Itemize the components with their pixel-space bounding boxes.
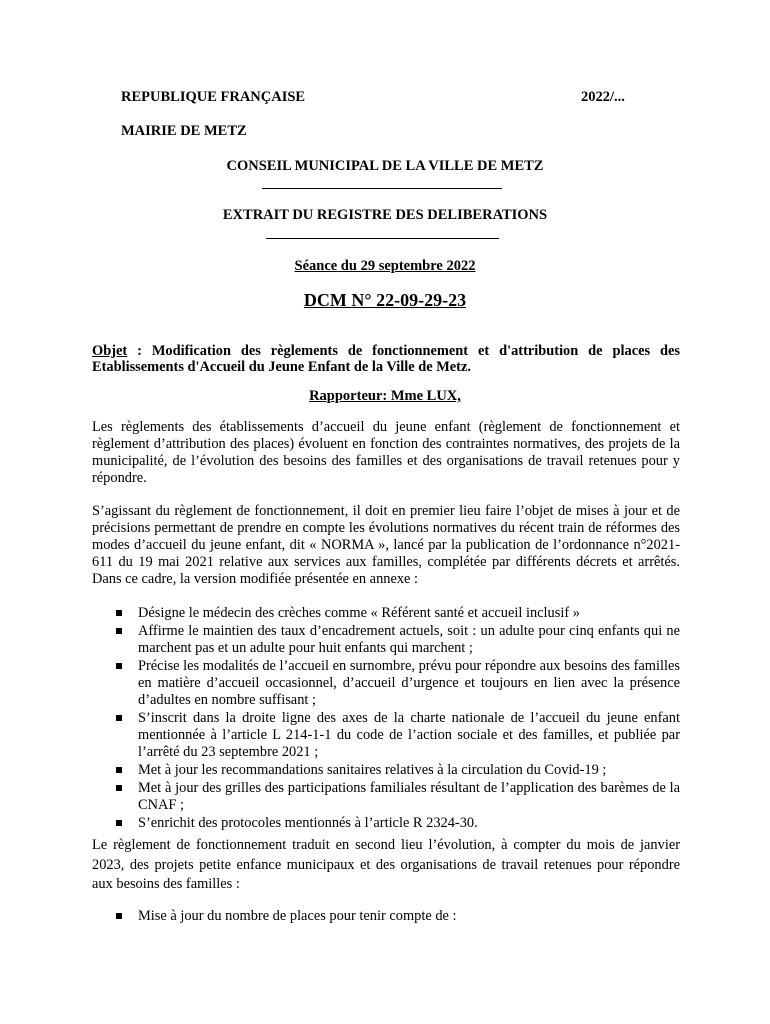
bullet-list-modifications bbox=[92, 605, 680, 833]
mairie-heading: MAIRIE DE METZ bbox=[121, 123, 247, 139]
list-item: Précise les modalités de l’accueil en surnombre, prévu pour répondre aux besoins des familles en matière d’accueil occasionnel, d’accueil d’urgence et toujours en lien avec la présence d’adultes en nombre suffisant ; bbox=[92, 658, 680, 709]
square-bullet-icon bbox=[116, 785, 122, 791]
square-bullet-icon bbox=[116, 610, 122, 616]
register-heading: EXTRAIT DU REGISTRE DES DELIBERATIONS bbox=[222, 207, 548, 223]
list-item: Met à jour les recommandations sanitaires relatives à la circulation du Covid-19 ; bbox=[92, 762, 680, 779]
rapporteur: Rapporteur: Mme LUX, bbox=[309, 388, 461, 404]
register-divider bbox=[266, 238, 499, 239]
republic-heading: REPUBLIQUE FRANÇAISE bbox=[121, 89, 306, 105]
objet-separator: : bbox=[127, 343, 152, 359]
square-bullet-icon bbox=[116, 663, 122, 669]
paragraph-intro: Les règlements des établissements d’accueil du jeune enfant (règlement de fonctionnement et règlement d’attribution des places) évoluent en fonction des contraintes normatives, des projets de la municipalité, de l’évolution des besoins des familles et des organisations de travail retenues pour y répondre. bbox=[92, 419, 680, 486]
list-item: Désigne le médecin des crèches comme « Référent santé et accueil inclusif » bbox=[92, 605, 680, 622]
square-bullet-icon bbox=[116, 628, 122, 634]
list-item: Affirme le maintien des taux d’encadrement actuels, soit : un adulte pour cinq enfants qui ne marchent pas et un adulte pour huit enfants qui marchent ; bbox=[92, 623, 680, 657]
square-bullet-icon bbox=[116, 715, 122, 721]
council-divider bbox=[262, 188, 502, 189]
deliberation-reference: 2022/... bbox=[581, 89, 625, 105]
square-bullet-icon bbox=[116, 820, 122, 826]
paragraph-second-lieu: Le règlement de fonctionnement traduit en second lieu l’évolution, à compter du mois de janvier 2023, des projets petite enfance municipaux et des organisations de travail retenues pour répondre aux besoins des familles : bbox=[92, 837, 680, 892]
seance-date: Séance du 29 septembre 2022 bbox=[294, 258, 476, 274]
square-bullet-icon bbox=[116, 913, 122, 919]
council-heading: CONSEIL MUNICIPAL DE LA VILLE DE METZ bbox=[226, 158, 544, 174]
paragraph-fonctionnement: S’agissant du règlement de fonctionnement, il doit en premier lieu faire l’objet de mises à jour et de précisions permettant de prendre en compte les évolutions normatives du récent train de réformes des modes d’accueil du jeune enfant, dit « NORMA », lancé par la publication de l’ordonnance n°2021-611 du 19 mai 2021 relative aux services aux familles, complétée par différents décrets et arrêtés. Dans ce cadre, la version modifiée présentée en annexe : bbox=[92, 503, 680, 587]
list-item: Met à jour des grilles des participations familiales résultant de l’application des barèmes de la CNAF ; bbox=[92, 780, 680, 814]
objet-block bbox=[92, 343, 680, 375]
dcm-number: DCM N° 22-09-29-23 bbox=[303, 290, 467, 310]
list-item: Mise à jour du nombre de places pour tenir compte de : bbox=[92, 908, 680, 925]
square-bullet-icon bbox=[116, 767, 122, 773]
objet-text: Modification des règlements de fonctionnement et d'attribution de places des Etablissements d'Accueil du Jeune Enfant de la Ville de Metz. bbox=[92, 343, 680, 375]
list-item: S’inscrit dans la droite ligne des axes de la charte nationale de l’accueil du jeune enfant mentionnée à l’article L 214-1-1 du code de l’action sociale et des familles, et publiée par l’arrêté du 23 septembre 2021 ; bbox=[92, 710, 680, 761]
bullet-list-places bbox=[92, 908, 680, 926]
objet-label: Objet bbox=[92, 343, 128, 359]
list-item: S’enrichit des protocoles mentionnés à l’article R 2324-30. bbox=[92, 815, 680, 832]
